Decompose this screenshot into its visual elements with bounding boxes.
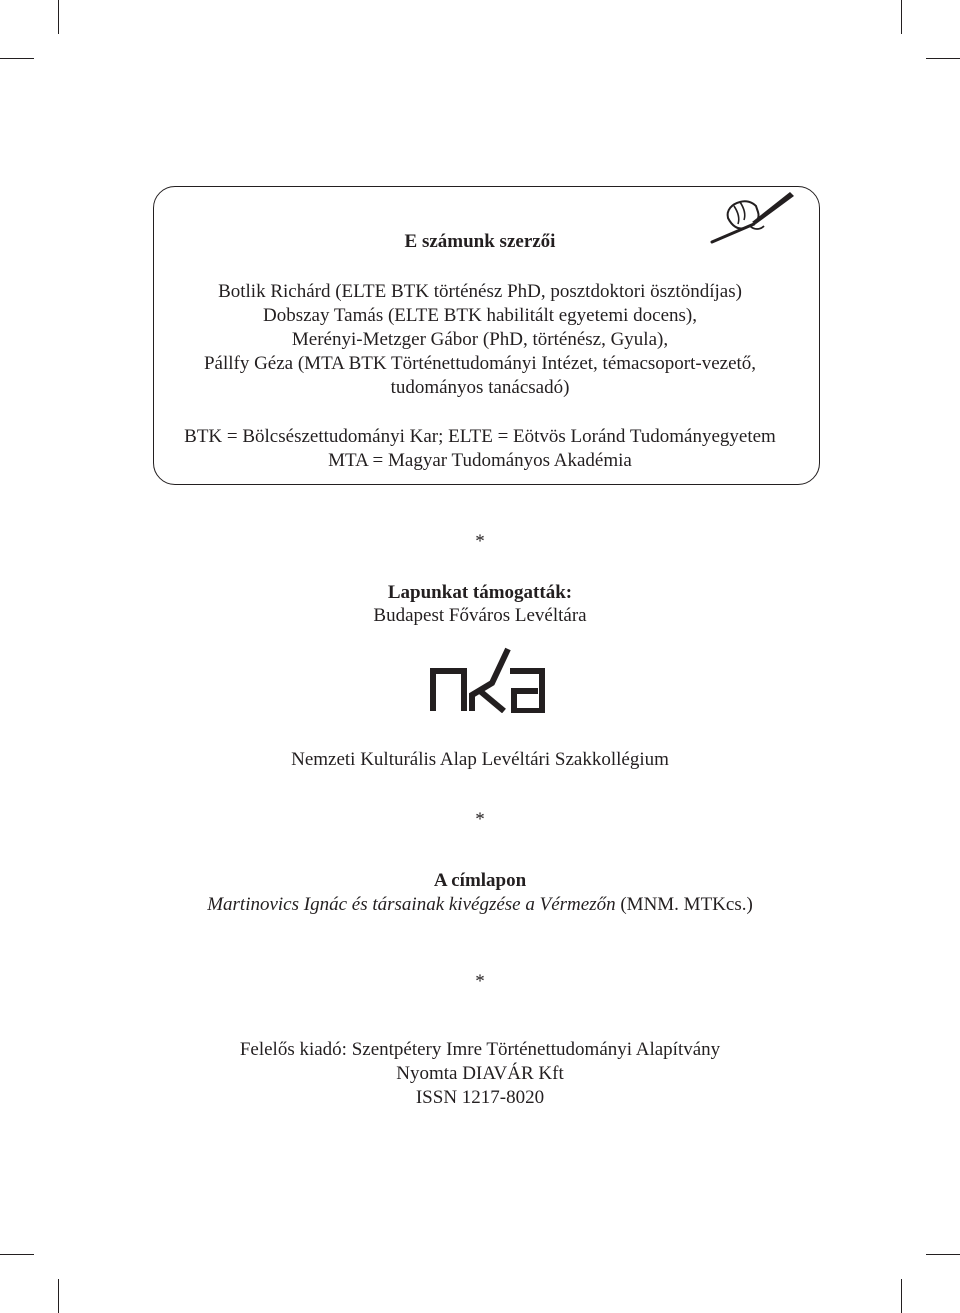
crop-mark-bottom-right bbox=[901, 1279, 902, 1313]
crop-mark-top-right bbox=[901, 0, 902, 34]
authors-heading: E számunk szerzői bbox=[404, 231, 556, 252]
author-line-4: Pállfy Géza (MTA BTK Történettudományi Intézet, témacsoport-vezető, bbox=[203, 353, 757, 374]
crop-mark-top-left-h bbox=[0, 58, 34, 59]
abbreviation-line-1: BTK = Bölcsészettudományi Kar; ELTE = Eötvös Loránd Tudományegyetem bbox=[184, 426, 776, 447]
support-heading: Lapunkat támogatták: bbox=[387, 582, 573, 603]
author-line-1: Botlik Richárd (ELTE BTK történész PhD, posztdoktori ösztöndíjas) bbox=[218, 281, 742, 302]
abbreviation-line-2: MTA = Magyar Tudományos Akadémia bbox=[328, 450, 632, 471]
support-line-nka: Nemzeti Kulturális Alap Levéltári Szakkollégium bbox=[291, 749, 669, 770]
author-line-5: tudományos tanácsadó) bbox=[390, 377, 570, 398]
crop-mark-bottom-left bbox=[58, 1279, 59, 1313]
imprint-issn: ISSN 1217-8020 bbox=[415, 1087, 545, 1108]
separator-asterisk-3: * bbox=[475, 971, 485, 992]
nka-logo bbox=[430, 645, 546, 713]
crop-mark-top-right-h bbox=[926, 58, 960, 59]
cover-source: (MNM. MTKcs.) bbox=[615, 894, 753, 915]
support-line-archive: Budapest Főváros Levéltára bbox=[373, 605, 587, 626]
crop-mark-bottom-left-h bbox=[0, 1254, 34, 1255]
separator-asterisk-2: * bbox=[475, 809, 485, 830]
imprint-printer: Nyomta DIAVÁR Kft bbox=[396, 1063, 564, 1084]
imprint-publisher: Felelős kiadó: Szentpétery Imre Történettudományi Alapítvány bbox=[239, 1039, 721, 1060]
author-line-2: Dobszay Tamás (ELTE BTK habilitált egyetemi docens), bbox=[263, 305, 697, 326]
cover-caption bbox=[0, 893, 960, 917]
author-line-3: Merényi-Metzger Gábor (PhD, történész, Gyula), bbox=[291, 329, 669, 350]
crop-mark-bottom-right-h bbox=[926, 1254, 960, 1255]
cover-heading: A címlapon bbox=[433, 870, 527, 891]
cover-title: Martinovics Ignác és társainak kivégzése a Vérmezőn bbox=[207, 894, 616, 915]
separator-asterisk: * bbox=[475, 531, 485, 552]
crop-mark-top-left bbox=[58, 0, 59, 34]
